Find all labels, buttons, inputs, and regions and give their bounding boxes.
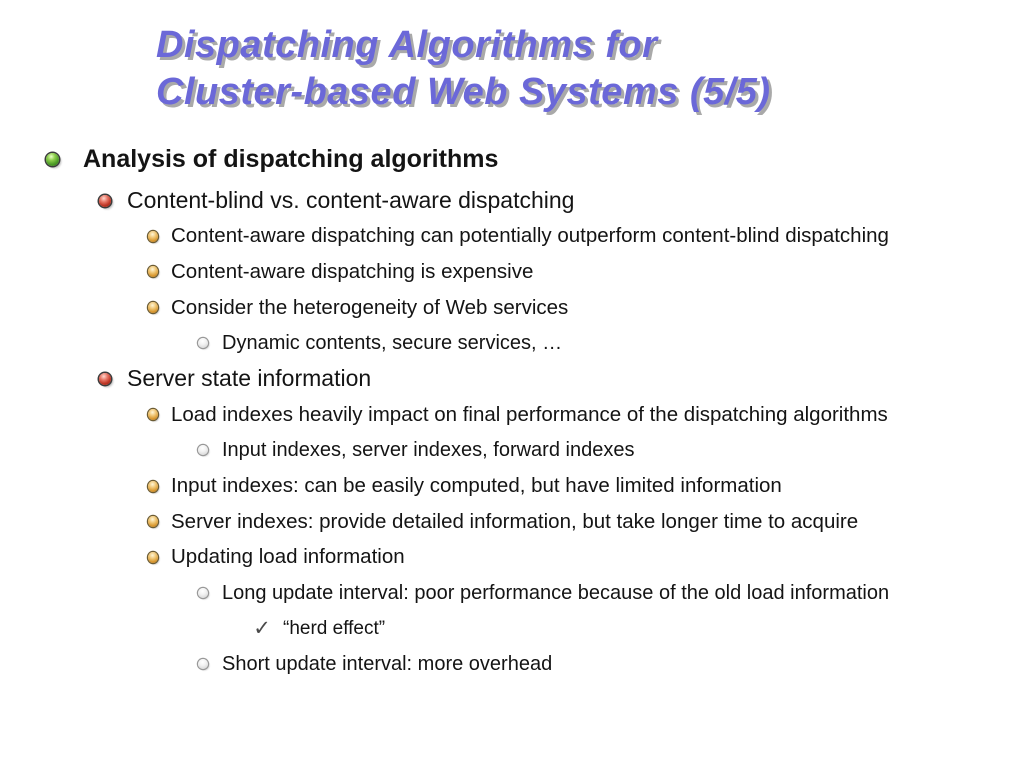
bullet-item	[0, 575, 1024, 611]
bullet-item	[0, 254, 1024, 290]
bullet-text: Input indexes: can be easily computed, but have limited information	[171, 474, 782, 498]
amber-sphere-bullet-icon	[148, 409, 158, 420]
red-sphere-bullet-icon	[99, 373, 111, 385]
bullet-text: Load indexes heavily impact on final performance of the dispatching algorithms	[171, 402, 888, 426]
bullet-text: Server indexes: provide detailed information, but take longer time to acquire	[171, 509, 859, 533]
red-sphere-bullet-icon	[99, 195, 111, 207]
bullet-item	[0, 361, 1024, 397]
gray-sphere-bullet-icon	[198, 445, 208, 455]
amber-sphere-bullet-icon	[148, 481, 158, 492]
bullet-text: Input indexes, server indexes, forward indexes	[222, 438, 635, 461]
bullet-item	[0, 290, 1024, 326]
bullet-text: Content-blind vs. content-aware dispatching	[127, 187, 575, 214]
amber-sphere-bullet-icon	[148, 516, 158, 527]
bullet-text: Dynamic contents, secure services, …	[222, 331, 563, 354]
bullet-item	[0, 611, 1024, 647]
bullet-text: “herd effect”	[283, 617, 386, 639]
gray-sphere-bullet-icon	[198, 338, 208, 348]
bullet-text: Content-aware dispatching can potentially outperform content-blind dispatching	[171, 224, 889, 248]
bullet-item	[0, 142, 1024, 178]
bullet-text: Updating load information	[171, 545, 405, 569]
bullet-text: Consider the heterogeneity of Web services	[171, 295, 569, 319]
bullet-text: Short update interval: more overhead	[222, 652, 553, 675]
bullet-item	[0, 504, 1024, 540]
bullet-text: Long update interval: poor performance because of the old load information	[222, 581, 890, 604]
bullet-item	[0, 647, 1024, 683]
bullet-item	[0, 397, 1024, 433]
slide-title	[156, 22, 771, 116]
bullet-item	[0, 183, 1024, 219]
bullet-item	[0, 218, 1024, 254]
bullet-text: Content-aware dispatching is expensive	[171, 259, 534, 283]
checkmark-bullet-icon: ✓	[253, 617, 271, 641]
amber-sphere-bullet-icon	[148, 266, 158, 277]
bullet-item	[0, 468, 1024, 504]
amber-sphere-bullet-icon	[148, 302, 158, 313]
amber-sphere-bullet-icon	[148, 231, 158, 242]
bullet-item	[0, 540, 1024, 576]
gray-sphere-bullet-icon	[198, 588, 208, 598]
bullet-item	[0, 433, 1024, 469]
gray-sphere-bullet-icon	[198, 659, 208, 669]
bullet-text: Analysis of dispatching algorithms	[83, 145, 499, 174]
bullet-item	[0, 325, 1024, 361]
slide-title-line-1: Dispatching Algorithms for	[156, 24, 658, 66]
bullet-text: Server state information	[127, 365, 372, 392]
amber-sphere-bullet-icon	[148, 552, 158, 563]
bullet-list	[0, 142, 1024, 682]
slide-title-line-2: Cluster-based Web Systems (5/5)	[156, 71, 771, 113]
green-sphere-bullet-icon	[46, 153, 59, 166]
